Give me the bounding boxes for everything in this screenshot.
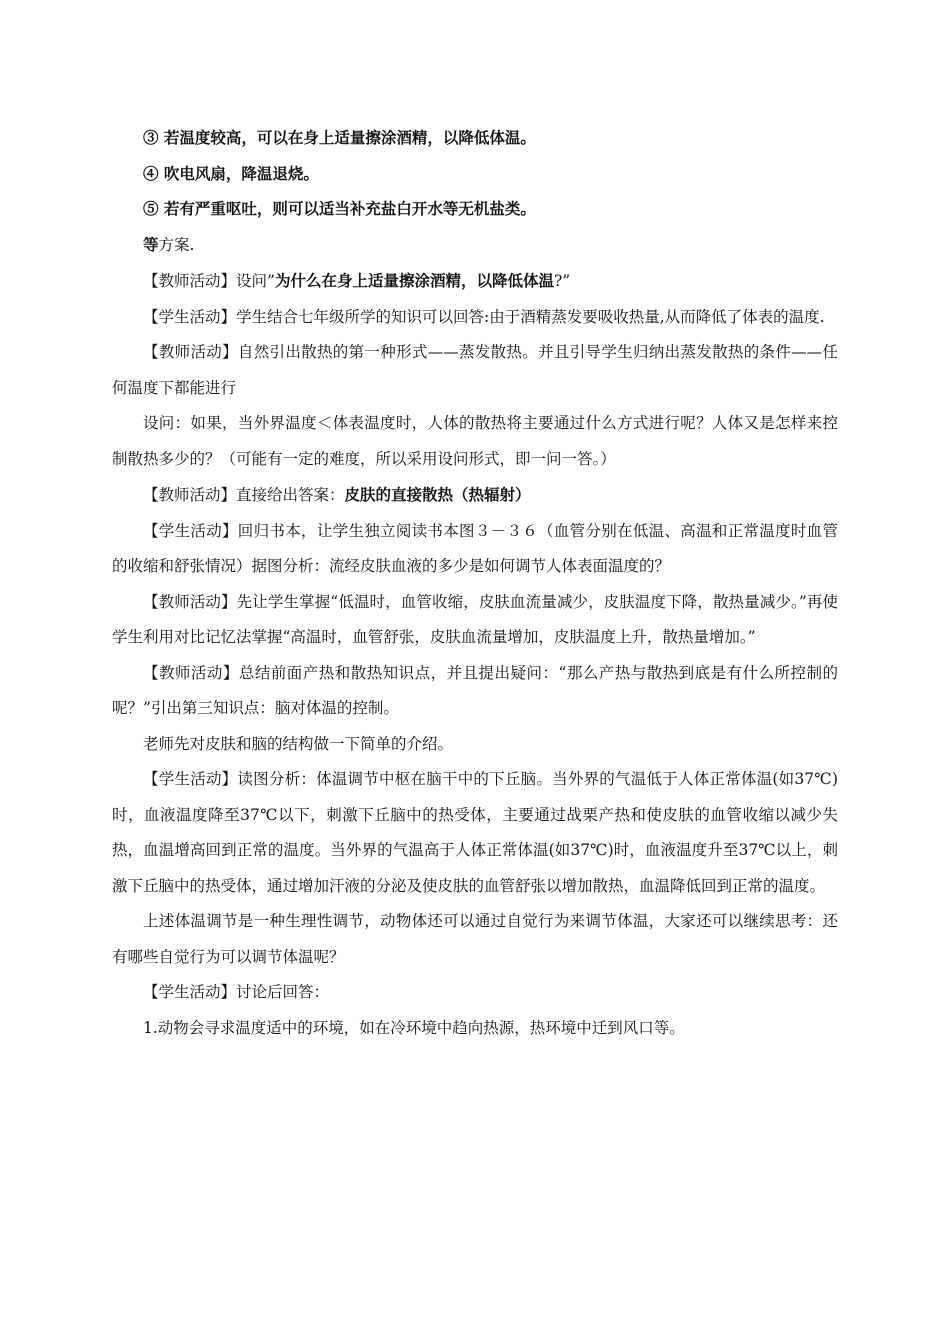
activity-label: 【教师活动】 bbox=[143, 486, 237, 504]
paragraph-plans bbox=[112, 227, 838, 264]
paragraph-measure-fan bbox=[112, 156, 838, 192]
paragraph-text: 设问” bbox=[236, 272, 275, 290]
paragraph-student-answer bbox=[112, 300, 838, 336]
paragraph-text: 【学生活动】读图分析：体温调节中枢在脑干中的下丘脑。当外界的气温低于人体正常体温(如37℃)时，血液温度降至37℃以下，刺激下丘脑中的热受体，主要通过战栗产热和使皮肤的血管收缩以减少失热，血温增高回到正常的温度。当外界的气温高于人体正常体温(如37℃)时，血液温度升至37℃以上，刺激下丘脑中的热受体，通过增加汗液的分泌及使皮肤的血管舒张以增加散热，血温降低回到正常的温度。 bbox=[112, 770, 838, 895]
paragraph-teacher-summary bbox=[112, 656, 838, 727]
paragraph-text: 方案. bbox=[158, 235, 195, 254]
paragraph-student-discussion bbox=[112, 975, 838, 1011]
paragraph-teacher-question bbox=[112, 263, 838, 300]
bold-answer: 皮肤的直接散热（热辐射） bbox=[344, 485, 531, 504]
paragraph-evaporation bbox=[112, 335, 838, 406]
paragraph-text: 【教师活动】自然引出散热的第一种形式——蒸发散热。并且引导学生归纳出蒸发散热的条件——任何温度下都能进行 bbox=[112, 343, 838, 397]
bold-text: 等 bbox=[143, 234, 159, 254]
paragraph-text: 【学生活动】讨论后回答： bbox=[143, 983, 330, 1001]
paragraph-structure-intro bbox=[112, 727, 838, 763]
activity-label: 【教师活动】 bbox=[143, 272, 237, 290]
paragraph-text: 直接给出答案： bbox=[236, 486, 345, 504]
paragraph-measure-alcohol bbox=[112, 120, 838, 156]
paragraph-question-radiation bbox=[112, 406, 838, 477]
bold-question: 为什么在身上适量擦涂酒精，以降低体温 bbox=[274, 271, 554, 290]
paragraph-text: 【教师活动】先让学生掌握“低温时，血管收缩，皮肤血流量减少，皮肤温度下降，散热量减少。”再使学生利用对比记忆法掌握“高温时，血管舒张，皮肤血流量增加，皮肤温度上升，散热量增加。” bbox=[112, 592, 838, 646]
document-body bbox=[112, 120, 838, 1046]
paragraph-text: ⑤ 若有严重呕吐，则可以适当补充盐白开水等无机盐类。 bbox=[143, 199, 536, 218]
paragraph-text: ③ 若温度较高，可以在身上适量擦涂酒精，以降低体温。 bbox=[143, 128, 536, 147]
paragraph-text: 设问：如果，当外界温度＜体表温度时，人体的散热将主要通过什么方式进行呢？人体又是怎样来控制散热多少的？（可能有一定的难度，所以采用设问形式，即一问一答。） bbox=[112, 414, 838, 468]
paragraph-teacher-vessels bbox=[112, 585, 838, 656]
paragraph-measure-salt-water bbox=[112, 191, 838, 227]
paragraph-text: ④ 吹电风扇，降温退烧。 bbox=[143, 163, 319, 183]
paragraph-text: 【教师活动】总结前面产热和散热知识点，并且提出疑问：“那么产热与散热到底是有什么所控制的呢？”引出第三知识点：脑对体温的控制。 bbox=[112, 663, 838, 717]
paragraph-text: 1.动物会寻求温度适中的环境，如在冷环境中趋向热源，热环境中迁到风口等。 bbox=[143, 1018, 685, 1037]
paragraph-teacher-answer bbox=[112, 477, 838, 514]
paragraph-text: 【学生活动】回归书本，让学生独立阅读书本图３－３６（血管分别在低温、高温和正常温度时血管的收缩和舒张情况）据图分析：流经皮肤血液的多少是如何调节人体表面温度的？ bbox=[112, 521, 838, 575]
paragraph-behavior-question bbox=[112, 904, 838, 975]
paragraph-text: 上述体温调节是一种生理性调节，动物体还可以通过自觉行为来调节体温，大家还可以继续思考：还有哪些自觉行为可以调节体温呢？ bbox=[112, 912, 838, 966]
paragraph-text: 【学生活动】学生结合七年级所学的知识可以回答:由于酒精蒸发要吸收热量,从而降低了体表的温度. bbox=[143, 307, 825, 326]
paragraph-tail: ?” bbox=[553, 272, 571, 290]
paragraph-list-item-1 bbox=[112, 1011, 838, 1047]
paragraph-hypothalamus bbox=[112, 762, 838, 904]
paragraph-text: 老师先对皮肤和脑的结构做一下简单的介绍。 bbox=[143, 734, 454, 753]
paragraph-student-reading bbox=[112, 514, 838, 585]
